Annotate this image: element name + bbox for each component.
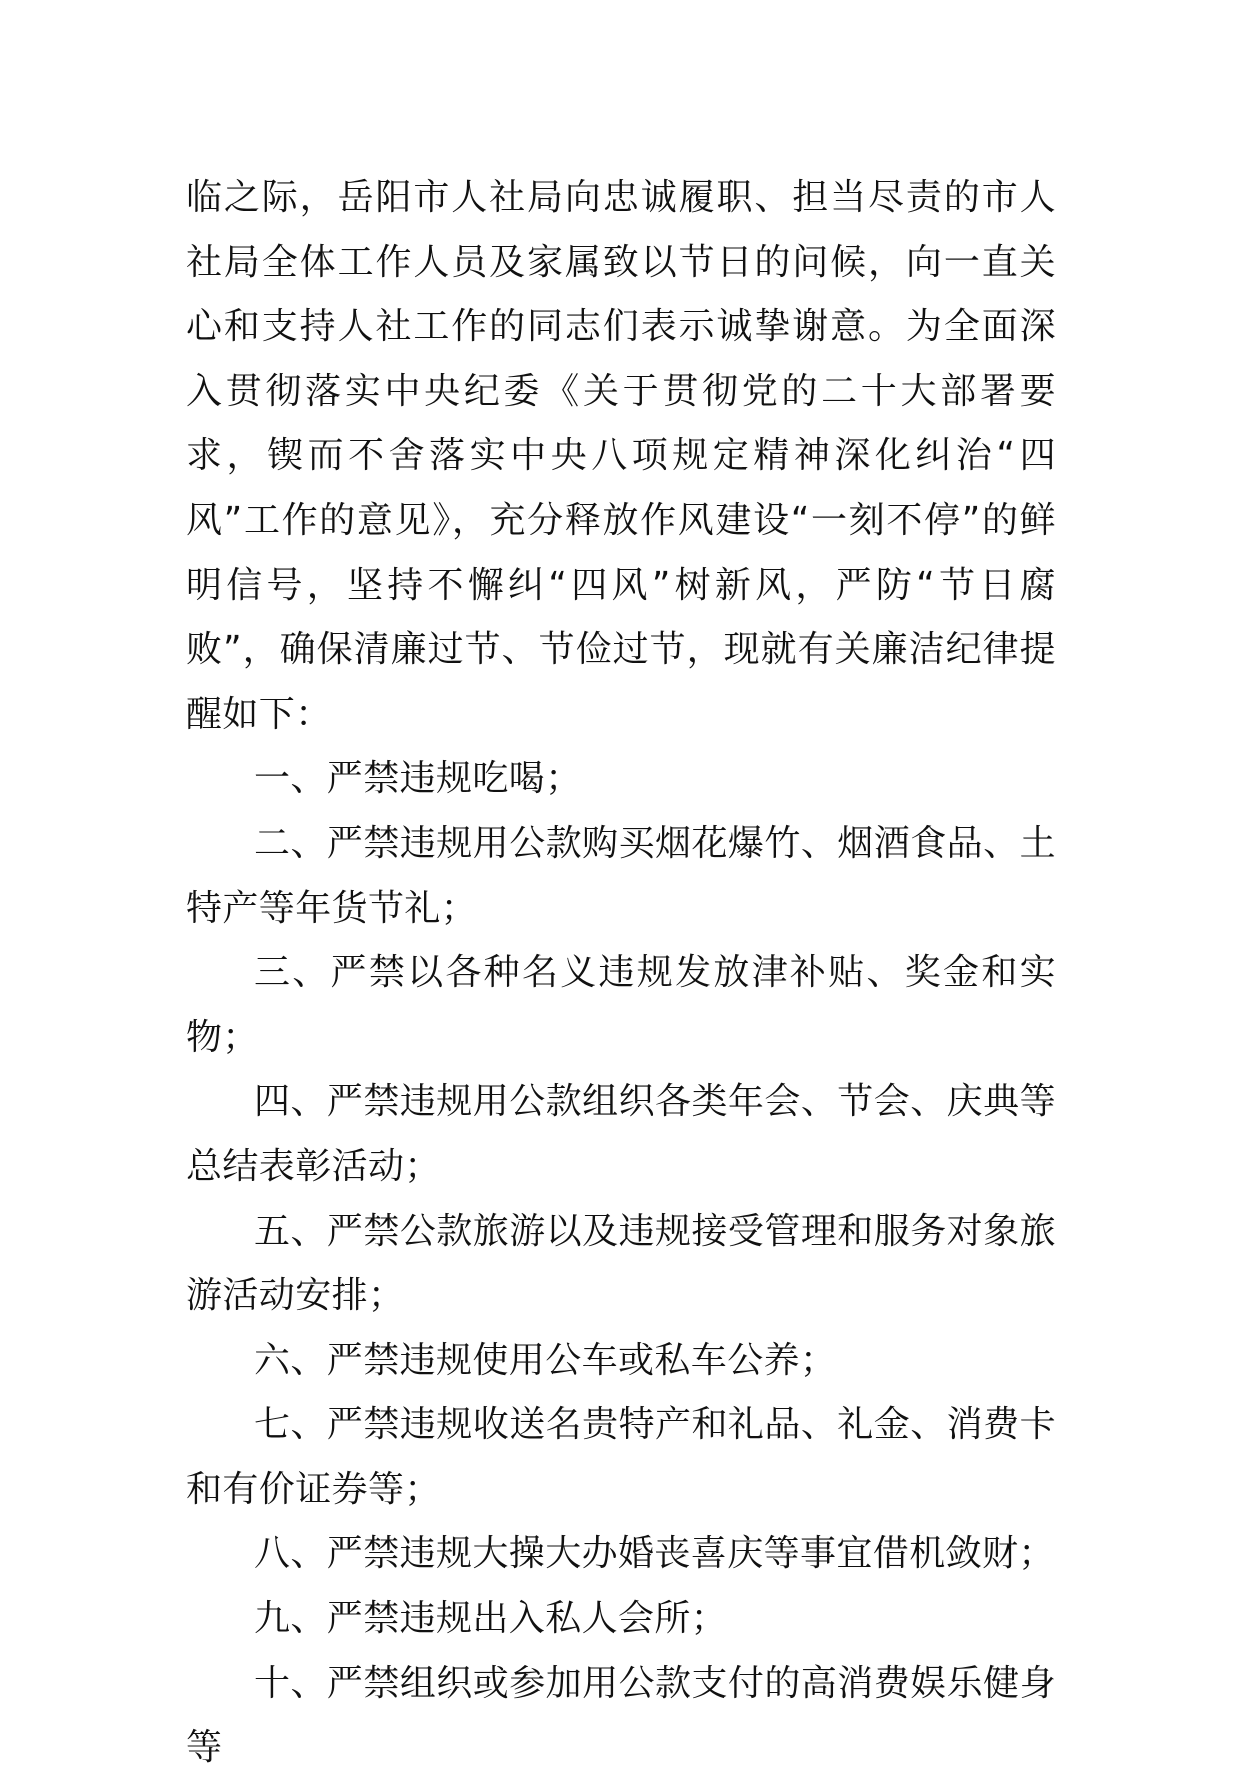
list-item-7: 七、严禁违规收送名贵特产和礼品、礼金、消费卡和有价证券等； xyxy=(186,1404,1056,1510)
intro-paragraph: 临之际，岳阳市人社局向忠诚履职、担当尽责的市人社局全体工作人员及家属致以节日的问候，向一直关心和支持人社工作的同志们表示诚挚谢意。为全面深入贯彻落实中央纪委《关于贯彻党的二十大部署要求，锲而不舍落实中央八项规定精神深化纠治“四风”工作的意见》，充分释放作风建设“一刻不停”的鲜明信号，坚持不懈纠“四风”树新风，严防“节日腐败”，确保清廉过节、节俭过节，现就有关廉洁纪律提醒如下： xyxy=(186,177,1056,735)
list-item-1: 一、严禁违规吃喝； xyxy=(254,758,582,800)
list-item-8: 八、严禁违规大操大办婚丧喜庆等事宜借机敛财； xyxy=(254,1533,1055,1575)
list-item-6: 六、严禁违规使用公车或私车公养； xyxy=(254,1339,837,1381)
list-item-3: 三、严禁以各种名义违规发放津补贴、奖金和实物； xyxy=(186,952,1056,1058)
list-item-10: 十、严禁组织或参加用公款支付的高消费娱乐健身等 xyxy=(186,1662,1056,1769)
list-item-9: 九、严禁违规出入私人会所； xyxy=(254,1598,728,1640)
list-item-2: 二、严禁违规用公款购买烟花爆竹、烟酒食品、土特产等年货节礼； xyxy=(186,822,1056,929)
document-body xyxy=(186,166,1056,1781)
list-item-4: 四、严禁违规用公款组织各类年会、节会、庆典等总结表彰活动； xyxy=(186,1081,1056,1187)
list-item-5: 五、严禁公款旅游以及违规接受管理和服务对象旅游活动安排； xyxy=(186,1210,1056,1317)
